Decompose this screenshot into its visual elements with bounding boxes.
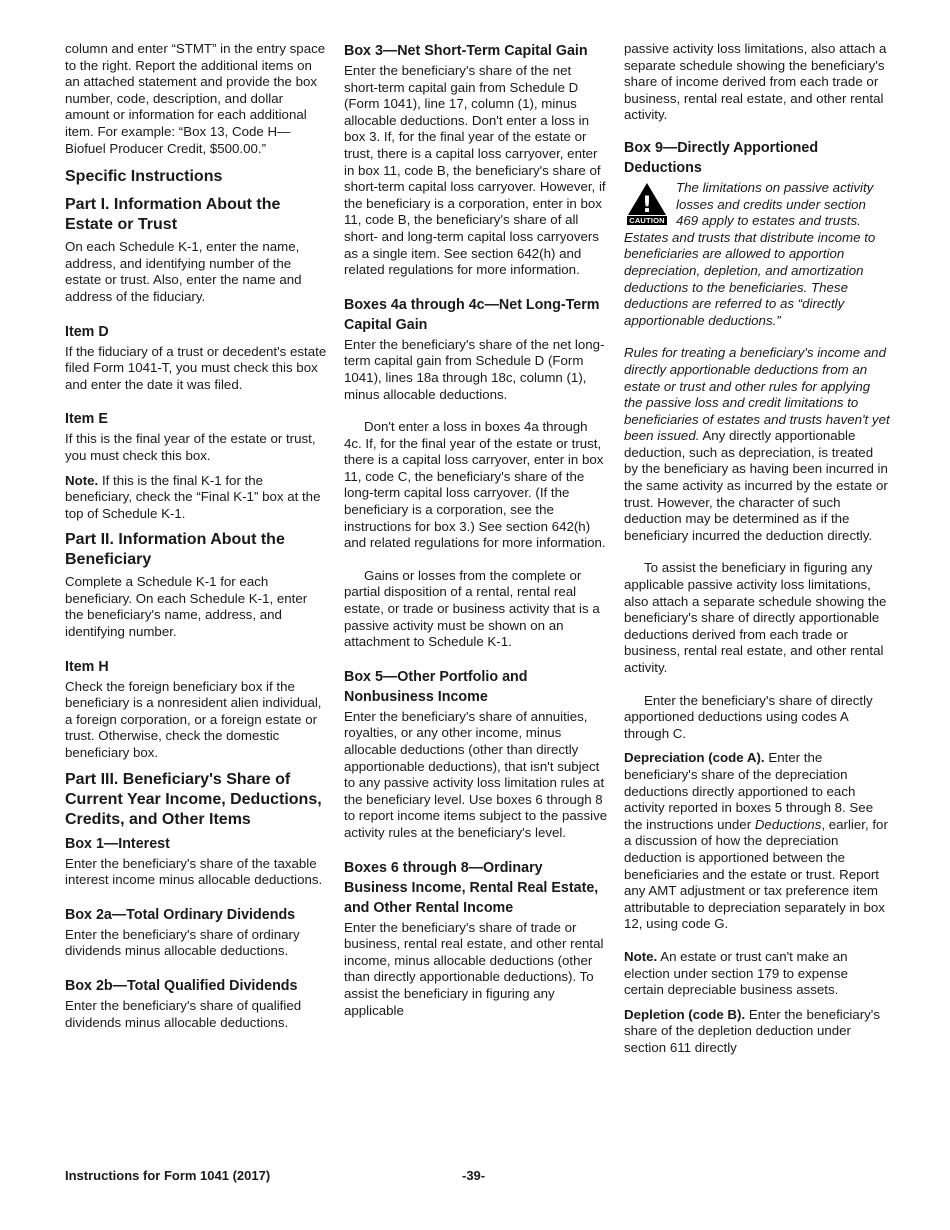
footer-form-title: Instructions for Form 1041 (2017) [65, 1168, 271, 1183]
caution-exclamation: ! [641, 192, 653, 216]
caution-label: CAUTION [629, 215, 665, 225]
note-text: An estate or trust can't make an election under section 179 to expense certain depreciable business assets. [624, 948, 848, 998]
paragraph: Enter the beneficiary's share of annuities, royalties, or any other income, minus allocable deductions (other than directly apportionable deductions), that isn't subject to any passive activity loss limitation rules at the beneficiary level. Use boxes 6 through 8 to report income items subject to the passive activity rules at the beneficiary's level. [344, 708, 608, 840]
heading-item-e: Item E [65, 411, 108, 428]
note-paragraph [624, 949, 890, 999]
depletion-paragraph [624, 1007, 890, 1057]
heading-item-h: Item H [65, 658, 109, 675]
heading-part-1: Part I. Information About the Estate or Trust [65, 196, 281, 234]
paragraph: If this is the final year of the estate or trust, you must check this box. [65, 431, 316, 463]
rules-paragraph [624, 345, 890, 544]
depletion-label: Depletion (code B). [624, 1006, 746, 1022]
rules-italic-text: Rules for treating a beneficiary's income and directly apportionable deductions from an estate or trust and other rules for applying the passive loss and credit limitations to beneficiaries of estates and trusts haven't yet been issued. [624, 345, 890, 444]
note-text: If this is the final K-1 for the beneficiary, check the “Final K-1” box at the top of Schedule K-1. [65, 472, 321, 521]
paragraph: Enter the beneficiary's share of ordinary dividends minus allocable deductions. [65, 926, 300, 959]
heading-box-2b: Box 2b—Total Qualified Dividends [65, 978, 298, 994]
paragraph: Enter the beneficiary's share of the net short-term capital gain from Schedule D (Form 1041), line 17, column (1), minus allocable deductions. Don't enter a loss in box 3. If, for the final year of the estate or trust, there is a capital loss carryover, enter in box 11, code B, the beneficiary's share of short-term capital loss carryover. However, if the beneficiary is a corporation, enter in box 11, code B, the beneficiary's share of all short- and long-term capital loss carryovers as a single item. See section 642(h) and related regulations for more information. [344, 63, 606, 278]
note-label: Note. [65, 472, 99, 488]
heading-part-2: Part II. Information About the Beneficiary [65, 531, 285, 569]
depreciation-text: Enter the beneficiary's share of the depreciation deductions directly apportioned to each activity reported in boxes 5 through 8. See the instructions under [624, 750, 874, 832]
heading-box-5: Box 5—Other Portfolio and Nonbusiness Income [344, 668, 528, 705]
heading-box-3: Box 3—Net Short-Term Capital Gain [344, 43, 588, 59]
paragraph: If the fiduciary of a trust or decedent's estate filed Form 1041-T, you must check this box and enter the date it was filed. [65, 343, 327, 392]
paragraph: To assist the beneficiary in figuring any applicable passive activity loss limitations, also attach a separate schedule showing the beneficiary's share of directly apportionable deductions derived from each trade or business, rental real estate, and other rental activity. [624, 560, 887, 675]
paragraph: On each Schedule K-1, enter the name, address, and identifying number of the estate or trust. Also, enter the name and address of the fiduciary. [65, 239, 302, 304]
heading-specific-instructions: Specific Instructions [65, 168, 223, 186]
caution-box [624, 180, 890, 329]
paragraph: passive activity loss limitations, also attach a separate schedule showing the beneficiary's share of income derived from each trade or business, rental real estate, and other rental activity. [624, 41, 887, 123]
warning-triangle-icon [627, 182, 667, 216]
caution-text: The limitations on passive activity losses and credits under section 469 apply to estates and trusts. Estates and trusts that distribute income to beneficiaries are allowed to apportion depreciation, depletion, and amortization deductions to the beneficiaries. These deductions are referred to as “directly apportionable deductions.” [624, 179, 876, 328]
column-1 [65, 41, 327, 1039]
depletion-text: Enter the beneficiary's share of the depletion deduction under section 611 directly [624, 1006, 880, 1055]
caution-icon [624, 182, 670, 226]
rules-text: Any directly apportionable deduction, such as depreciation, is treated by the beneficiary as having been incurred in the same activity as incurred by the estate or trust. However, the character of such deduction may be determined as if the beneficiary incurred the deduction directly. [624, 428, 888, 543]
paragraph: Check the foreign beneficiary box if the beneficiary is a nonresident alien individual, a foreign corporation, or a foreign estate or trust. Otherwise, check the domestic beneficiary box. [65, 678, 322, 761]
depreciation-paragraph [624, 750, 890, 933]
heading-box-9: Box 9—Directly Apportioned Deductions [624, 139, 819, 176]
paragraph: Don't enter a loss in boxes 4a through 4c. If, for the final year of the estate or trust, there is a capital loss carryover, enter in box 11, code C, the beneficiary's share of the long-term capital loss carryover. (If the beneficiary is a corporation, see the instructions for box 3.) See section 642(h) and related regulations for more information. [344, 419, 606, 551]
paragraph: Enter the beneficiary's share of directly apportioned deductions using codes A through C. [624, 692, 873, 741]
heading-box-2a: Box 2a—Total Ordinary Dividends [65, 906, 296, 923]
paragraph: Enter the beneficiary's share of qualified dividends minus allocable deductions. [65, 998, 302, 1030]
heading-boxes-6-8: Boxes 6 through 8—Ordinary Business Income, Rental Real Estate, and Other Rental Income [344, 859, 599, 916]
paragraph: Enter the beneficiary's share of the net long-term capital gain from Schedule D (Form 1041), lines 18a through 18c, column (1), minus allocable deductions. [344, 336, 605, 402]
column-3 [624, 41, 890, 1064]
paragraph: column and enter “STMT” in the entry space to the right. Report the additional items on an attached statement and provide the box number, code, description, and dollar amount or information for each additional item. For example: “Box 13, Code H—Biofuel Producer Credit, $500.00.” [65, 41, 326, 156]
depreciation-text-continued: , earlier, for a discussion of how the depreciation deduction is apportioned between the beneficiaries and the estate or trust. Report any AMT adjustment or tax preference item attributable to depreciation separately in box 12, using code G. [624, 816, 888, 932]
column-2 [344, 41, 608, 1027]
paragraph: Gains or losses from the complete or partial disposition of a rental, rental real estate, or trade or business activity that is a passive activity must be shown on an attachment to Schedule K-1. [344, 567, 600, 650]
note-label: Note. [624, 948, 658, 964]
paragraph: Enter the beneficiary's share of the taxable interest income minus allocable deductions. [65, 855, 323, 888]
paragraph: Complete a Schedule K-1 for each beneficiary. On each Schedule K-1, enter the beneficiary's name, address, and identifying number. [65, 574, 308, 640]
heading-item-d: Item D [65, 323, 109, 340]
heading-boxes-4a-4c: Boxes 4a through 4c—Net Long-Term Capital Gain [344, 296, 600, 333]
paragraph: Enter the beneficiary's share of trade or business, rental real estate, and other rental income, minus allocable deductions (other than directly apportionable deductions). To assist the beneficiary in figuring any applicable [344, 919, 604, 1018]
depreciation-label: Depreciation (code A). [624, 750, 765, 766]
note-paragraph [65, 473, 327, 523]
heading-box-1: Box 1—Interest [65, 835, 170, 852]
heading-part-3: Part III. Beneficiary's Share of Current Year Income, Deductions, Credits, and Other Items [65, 770, 322, 828]
page-number: -39- [462, 1168, 486, 1183]
deductions-reference: Deductions [754, 816, 822, 832]
